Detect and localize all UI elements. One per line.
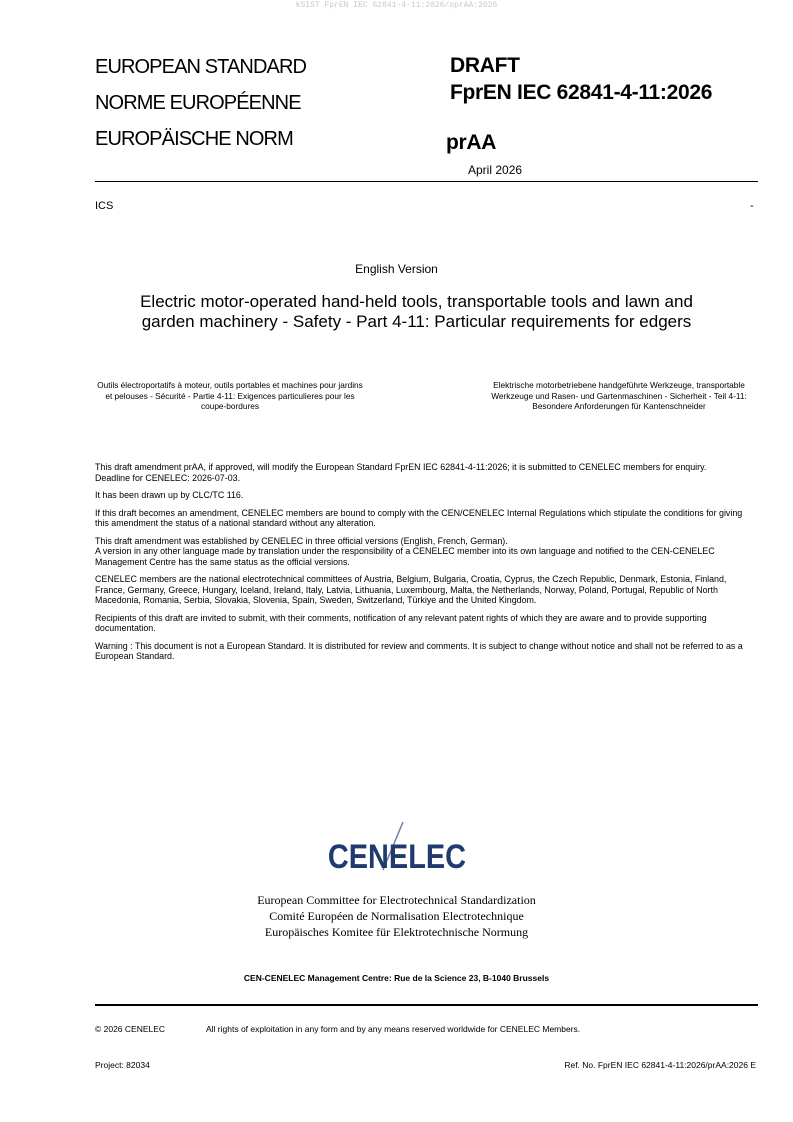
amendment-label: prAA xyxy=(446,131,497,154)
paragraph-members: CENELEC members are the national electrotechnical committees of Austria, Belgium, Bulgaria, Croatia, Cyprus, the Czech Republic, Denmark, Estonia, Finland, France, Germany, Greece, Hungary, Iceland, Ireland, Italy, Latvia, Lithuania, Luxembourg, Malta, the Netherlands, Norway, Poland, Portugal, Republic of North Macedonia, Romania, Serbia, Slovakia, Slovenia, Spain, Sweden, Switzerland, Türkiye and the United Kingdom. xyxy=(95,574,727,605)
cenelec-logo-graphic xyxy=(297,820,497,876)
document-body xyxy=(95,462,758,669)
version-label: English Version xyxy=(355,262,438,276)
paragraph-patents: Recipients of this draft are invited to submit, with their comments, notification of any relevant patent rights of which they are aware and to provide supporting documentation. xyxy=(95,612,707,633)
german-title: Elektrische motorbetriebene handgeführte Werkzeuge, transportable Werkzeuge und Rasen- und Gartenmaschinen - Sicherheit - Teil 4-11: Besondere Anforderungen für Kantenschneider xyxy=(491,380,747,411)
paragraph-amendment-status: If this draft becomes an amendment, CENELEC members are bound to comply with the CEN/CENELEC Internal Regulations which stipulate the conditions for giving this amendment the status of a national standard without any alteration. xyxy=(95,507,743,528)
copyright-notice: © 2026 CENELEC xyxy=(95,1024,166,1034)
watermark: kSIST FprEN IEC 62841-4-11:2026/oprAA:2026 xyxy=(295,1,498,10)
deadline-text: Deadline for CENELEC: 2026-07-03. xyxy=(95,472,241,483)
reference-number: Ref. No. FprEN IEC 62841-4-11:2026/prAA:2026 E xyxy=(564,1060,756,1070)
standard-name-en: EUROPEAN STANDARD xyxy=(95,56,307,78)
committee-name-de: Europäisches Komitee für Elektrotechnische Normung xyxy=(264,925,529,939)
standard-name-de: EUROPÄISCHE NORM xyxy=(95,128,293,150)
management-centre-address: CEN-CENELEC Management Centre: Rue de la Science 23, B-1040 Brussels xyxy=(243,973,550,983)
header-divider xyxy=(95,181,758,182)
paragraph-versions-line2: A version in any other language made by translation under the responsibility of a CENELEC member into its own language and notified to the CEN-CENELEC Management Centre has the same status as the official versions. xyxy=(95,546,715,567)
project-number: Project: 82034 xyxy=(95,1060,150,1070)
cenelec-logo xyxy=(0,820,793,881)
committee-names xyxy=(0,892,793,940)
paragraph-versions-line1: This draft amendment was established by CENELEC in three official versions (English, French, German). xyxy=(95,535,508,546)
paragraph-warning: Warning : This document is not a European Standard. It is distributed for review and comments. It is subject to change without notice and shall not be referred to as a European Standard. xyxy=(95,640,743,661)
logo-text: CENELEC xyxy=(327,836,466,876)
publication-date: April 2026 xyxy=(468,163,523,177)
paragraph-enquiry-text: This draft amendment prAA, if approved, will modify the European Standard FprEN IEC 62841-4-11:2026; it is submitted to CENELEC members for enquiry. xyxy=(95,462,707,472)
paragraph-versions xyxy=(95,536,758,568)
rights-statement: All rights of exploitation in any form and by any means reserved worldwide for CENELEC Members. xyxy=(206,1024,581,1034)
paragraph-committee: It has been drawn up by CLC/TC 116. xyxy=(95,490,244,500)
ics-label: ICS xyxy=(95,200,114,212)
committee-name-fr: Comité Européen de Normalisation Electrotechnique xyxy=(269,909,524,923)
draft-label: DRAFT xyxy=(450,54,520,77)
french-title: Outils électroportatifs à moteur, outils portables et machines pour jardins et pelouses - Sécurité - Partie 4-11: Exigences particulieres pour les coupe-bordures xyxy=(97,380,363,411)
standard-reference: FprEN IEC 62841-4-11:2026 xyxy=(450,81,713,104)
committee-name-en: European Committee for Electrotechnical Standardization xyxy=(257,893,536,907)
document-title: Electric motor-operated hand-held tools, transportable tools and lawn and garden machinery - Safety - Part 4-11: Particular requirements for edgers xyxy=(140,292,693,331)
footer-divider xyxy=(95,1004,758,1006)
paragraph-enquiry xyxy=(95,462,758,483)
standard-name-fr: NORME EUROPÉENNE xyxy=(95,92,301,114)
ics-value: - xyxy=(750,200,754,212)
